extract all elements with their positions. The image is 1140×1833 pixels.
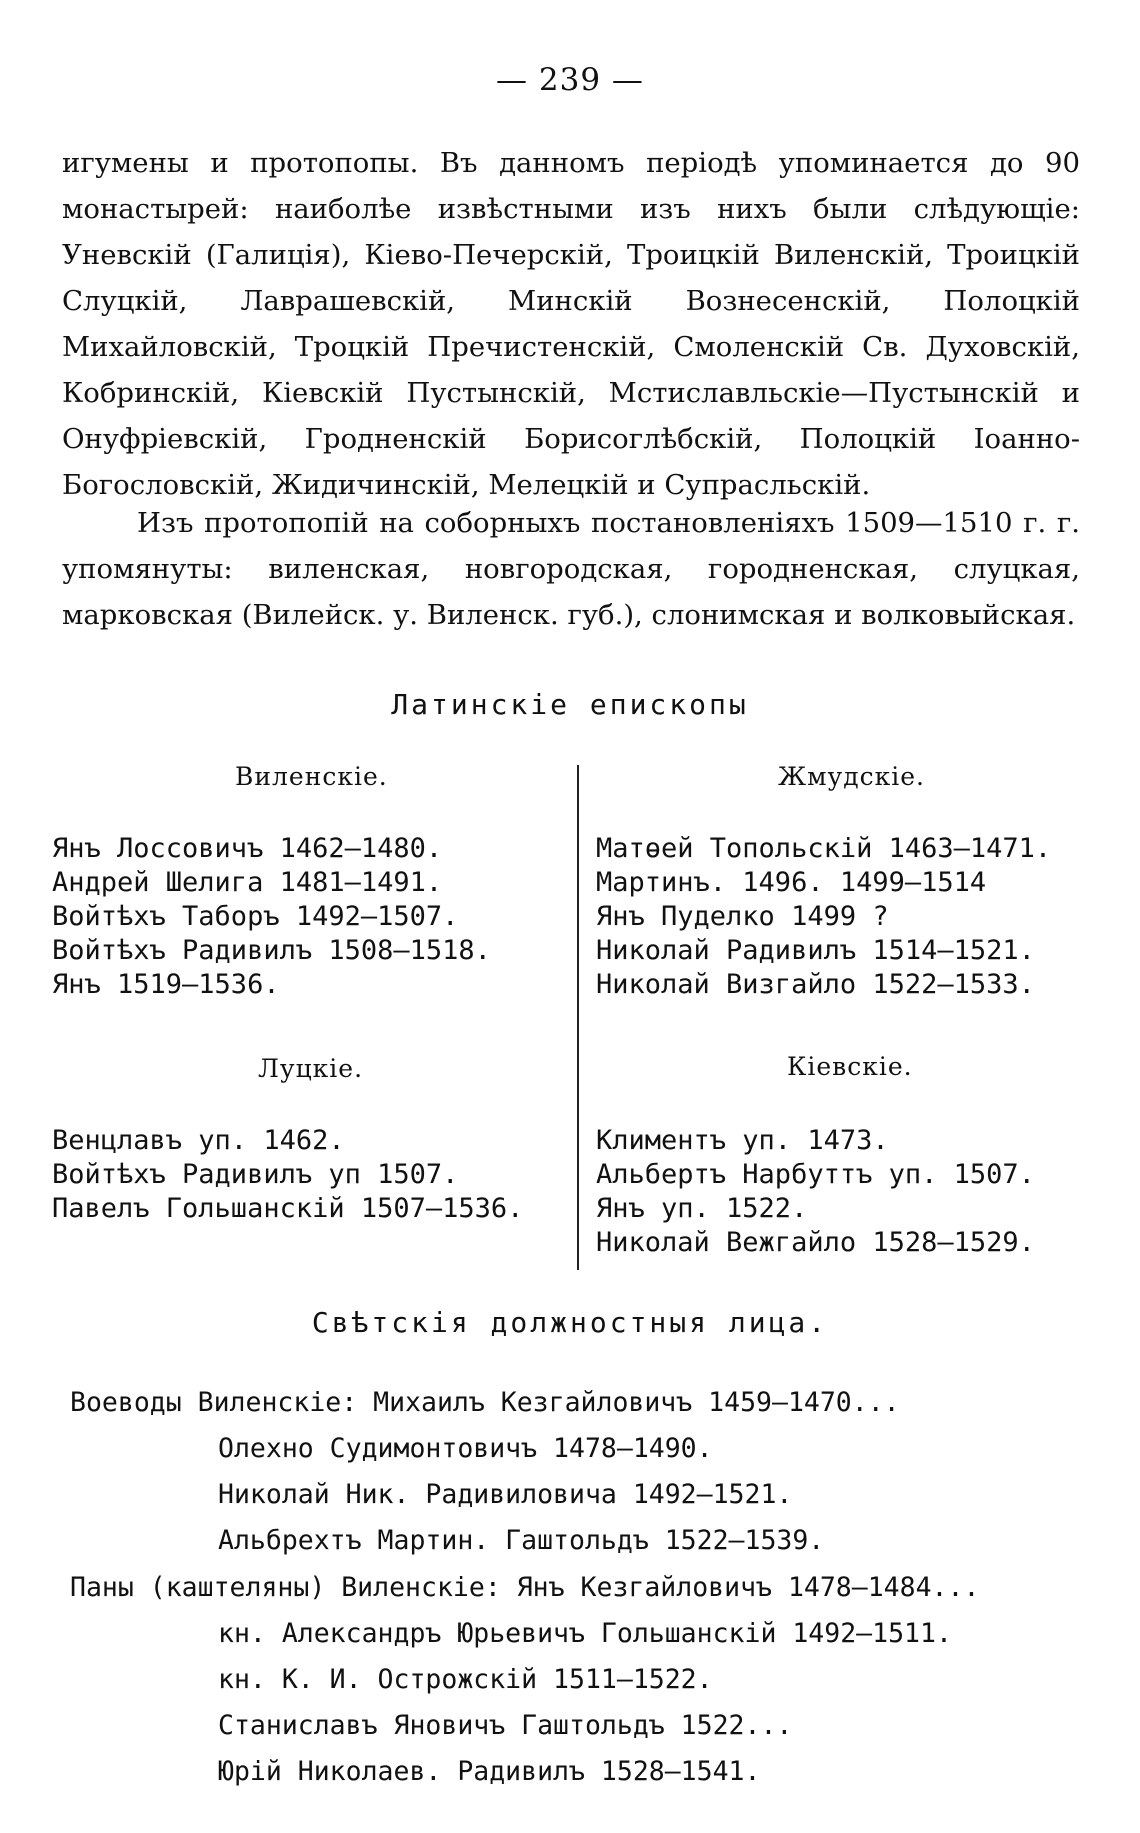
list-item: Павелъ Гольшанскій 1507—1536. bbox=[52, 1193, 524, 1224]
list-item: Янъ Лоссовичъ 1462—1480. bbox=[52, 833, 443, 864]
vilna-bishops-list bbox=[52, 832, 491, 1002]
list-item: Янъ Пуделко 1499 ? bbox=[596, 901, 889, 932]
vilna-heading: Виленскіе. bbox=[235, 762, 388, 791]
lutsk-heading: Луцкіе. bbox=[258, 1054, 364, 1083]
list-item: Матѳей Топольскій 1463—1471. bbox=[596, 833, 1052, 864]
list-item: Николай Визгайло 1522—1533. bbox=[596, 969, 1035, 1000]
protopopies-paragraph bbox=[62, 500, 1080, 638]
list-item: Войтѣхъ Радивилъ 1508—1518. bbox=[52, 935, 491, 966]
list-item: Альбрехтъ Мартин. Гаштольдъ 1522—1539. bbox=[218, 1525, 825, 1556]
list-item: Станиславъ Яновичъ Гаштольдъ 1522... bbox=[218, 1710, 793, 1741]
list-item: кн. К. И. Острожскій 1511—1522. bbox=[218, 1664, 713, 1695]
list-item: Мартинъ. 1496. 1499—1514 bbox=[596, 867, 987, 898]
voivodes-list bbox=[70, 1380, 900, 1564]
list-item: Олехно Судимонтовичъ 1478—1490. bbox=[218, 1433, 713, 1464]
list-item: Николай Радивилъ 1514—1521. bbox=[596, 935, 1035, 966]
monasteries-text: игумены и протопопы. Въ данномъ періодѣ упоминается до 90 монастырей: наиболѣе извѣстными изъ нихъ были слѣдующіе: Уневскій (Галиція), Кіево-Печерскій, Троицкій Виленскій, Троицкій Слуцкій, Лаврашевскій, Минскій Вознесенскій, Полоцкій Михайловскій, Троцкій Пречистенскій, Смоленскій Св. Духовскій, Кобринскій, Кіевскій Пустынскій, Мстиславльскіе—Пустынскій и Онуфріевскій, Гродненскій Борисоглѣбскій, Полоцкій Іоанно-Богословскій, Жидичинскій, Мелецкій и Супрасльскій. bbox=[62, 147, 1080, 501]
samogitia-heading: Жмудскіе. bbox=[778, 762, 926, 791]
protopopies-text: Изъ протопопій на соборныхъ постановленіяхъ 1509—1510 г. г. упомянуты: виленская, новгородская, городненская, слуцкая, марковская (Вилейск. у. Виленск. губ.), слонимская и волковыйская. bbox=[62, 507, 1080, 631]
kiev-heading: Кіевскіе. bbox=[787, 1052, 913, 1081]
latin-bishops-heading: Латинскіе епископы bbox=[391, 688, 749, 721]
list-item: Янъ 1519—1536. bbox=[52, 969, 280, 1000]
list-item: Войтѣхъ Радивилъ уп 1507. bbox=[52, 1159, 459, 1190]
secular-officials-heading: Свѣтскія должностныя лица. bbox=[311, 1306, 829, 1339]
list-item: кн. Александръ Юрьевичъ Гольшанскій 1492—1511. bbox=[218, 1618, 952, 1649]
list-item: Янъ уп. 1522. bbox=[596, 1193, 808, 1224]
list-item: Венцлавъ уп. 1462. bbox=[52, 1125, 345, 1156]
list-item: Николай Ник. Радивиловича 1492—1521. bbox=[218, 1479, 793, 1510]
list-item: Андрей Шелига 1481—1491. bbox=[52, 867, 443, 898]
samogitia-bishops-list bbox=[596, 832, 1051, 1002]
list-item: Климентъ уп. 1473. bbox=[596, 1125, 889, 1156]
list-item: Войтѣхъ Таборъ 1492—1507. bbox=[52, 901, 459, 932]
column-divider bbox=[577, 765, 579, 1270]
list-item: Альбертъ Нарбуттъ уп. 1507. bbox=[596, 1159, 1035, 1190]
kiev-bishops-list bbox=[596, 1124, 1035, 1260]
castellans-list bbox=[70, 1565, 979, 1795]
list-item: Николай Вежгайло 1528—1529. bbox=[596, 1227, 1035, 1258]
list-item: Воеводы Виленскіе: Михаилъ Кезгайловичъ 1459—1470... bbox=[70, 1387, 900, 1418]
lutsk-bishops-list bbox=[52, 1124, 523, 1226]
page-number: — 239 — bbox=[496, 62, 644, 98]
list-item: Паны (каштеляны) Виленскіе: Янъ Кезгайловичъ 1478—1484... bbox=[70, 1572, 980, 1603]
monasteries-paragraph bbox=[62, 140, 1080, 508]
list-item: Юрій Николаев. Радивилъ 1528—1541. bbox=[218, 1756, 761, 1787]
